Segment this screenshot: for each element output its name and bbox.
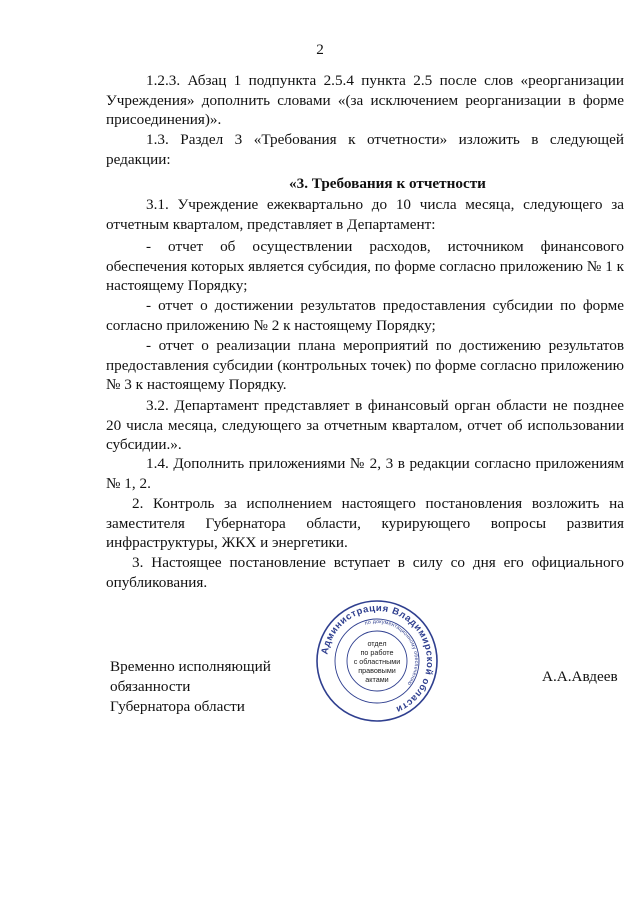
signatory-position-line1: Временно исполняющий обязанности	[110, 658, 271, 695]
paragraph-1-4: 1.4. Дополнить приложениями № 2, 3 в редакции согласно приложениям № 1, 2.	[106, 455, 624, 492]
bullet-report-results: - отчет о достижении результатов предоставления субсидии по форме согласно приложению № 2 к настоящему Порядку;	[106, 297, 624, 334]
official-stamp	[314, 598, 440, 724]
stamp-center-line: правовыми	[358, 666, 396, 675]
stamp-center-line: актами	[365, 675, 389, 684]
stamp-center-line: отдел	[367, 639, 387, 648]
page-number: 2	[316, 41, 324, 58]
section-title: «3. Требования к отчетности	[289, 175, 486, 192]
signatory-position-line2: Губернатора области	[110, 698, 245, 715]
signatory-position	[110, 657, 340, 717]
paragraph-3: 3. Настоящее постановление вступает в силу со дня его официального опубликования.	[106, 554, 624, 591]
bullet-report-expenses: - отчет об осуществлении расходов, источником финансового обеспечения которых является субсидия, по форме согласно приложению № 1 к настоящему Порядку;	[106, 238, 624, 294]
stamp-center-line: по работе	[360, 648, 394, 657]
stamp-inner-ring-text: по документационному обеспечению	[364, 618, 420, 687]
bullet-report-plan: - отчет о реализации плана мероприятий по достижению результатов предоставления субсидии (контрольных точек) по форме согласно приложению № 3 к настоящему Порядку.	[106, 337, 624, 393]
stamp-ring-text: Администрация Владимирской области	[319, 602, 436, 715]
paragraph-1-2-3: 1.2.3. Абзац 1 подпункта 2.5.4 пункта 2.5 после слов «реорганизации Учреждения» дополнить словами «(за исключением реорганизации в форме присоединения)».	[106, 72, 624, 128]
stamp-center-line: с областными	[353, 657, 401, 666]
paragraph-3-2: 3.2. Департамент представляет в финансовый орган области не позднее 20 числа месяца, следующего за отчетным кварталом, отчет об использовании субсидии.».	[106, 397, 624, 453]
signatory-name: А.А.Авдеев	[542, 668, 618, 685]
paragraph-3-1: 3.1. Учреждение ежеквартально до 10 числа месяца, следующего за отчетным кварталом, представляет в Департамент:	[106, 196, 624, 233]
paragraph-1-3: 1.3. Раздел 3 «Требования к отчетности» изложить в следующей редакции:	[106, 131, 624, 168]
paragraph-2: 2. Контроль за исполнением настоящего постановления возложить на заместителя Губернатора области, курирующего вопросы развития инфраструктуры, ЖКХ и энергетики.	[106, 495, 624, 551]
